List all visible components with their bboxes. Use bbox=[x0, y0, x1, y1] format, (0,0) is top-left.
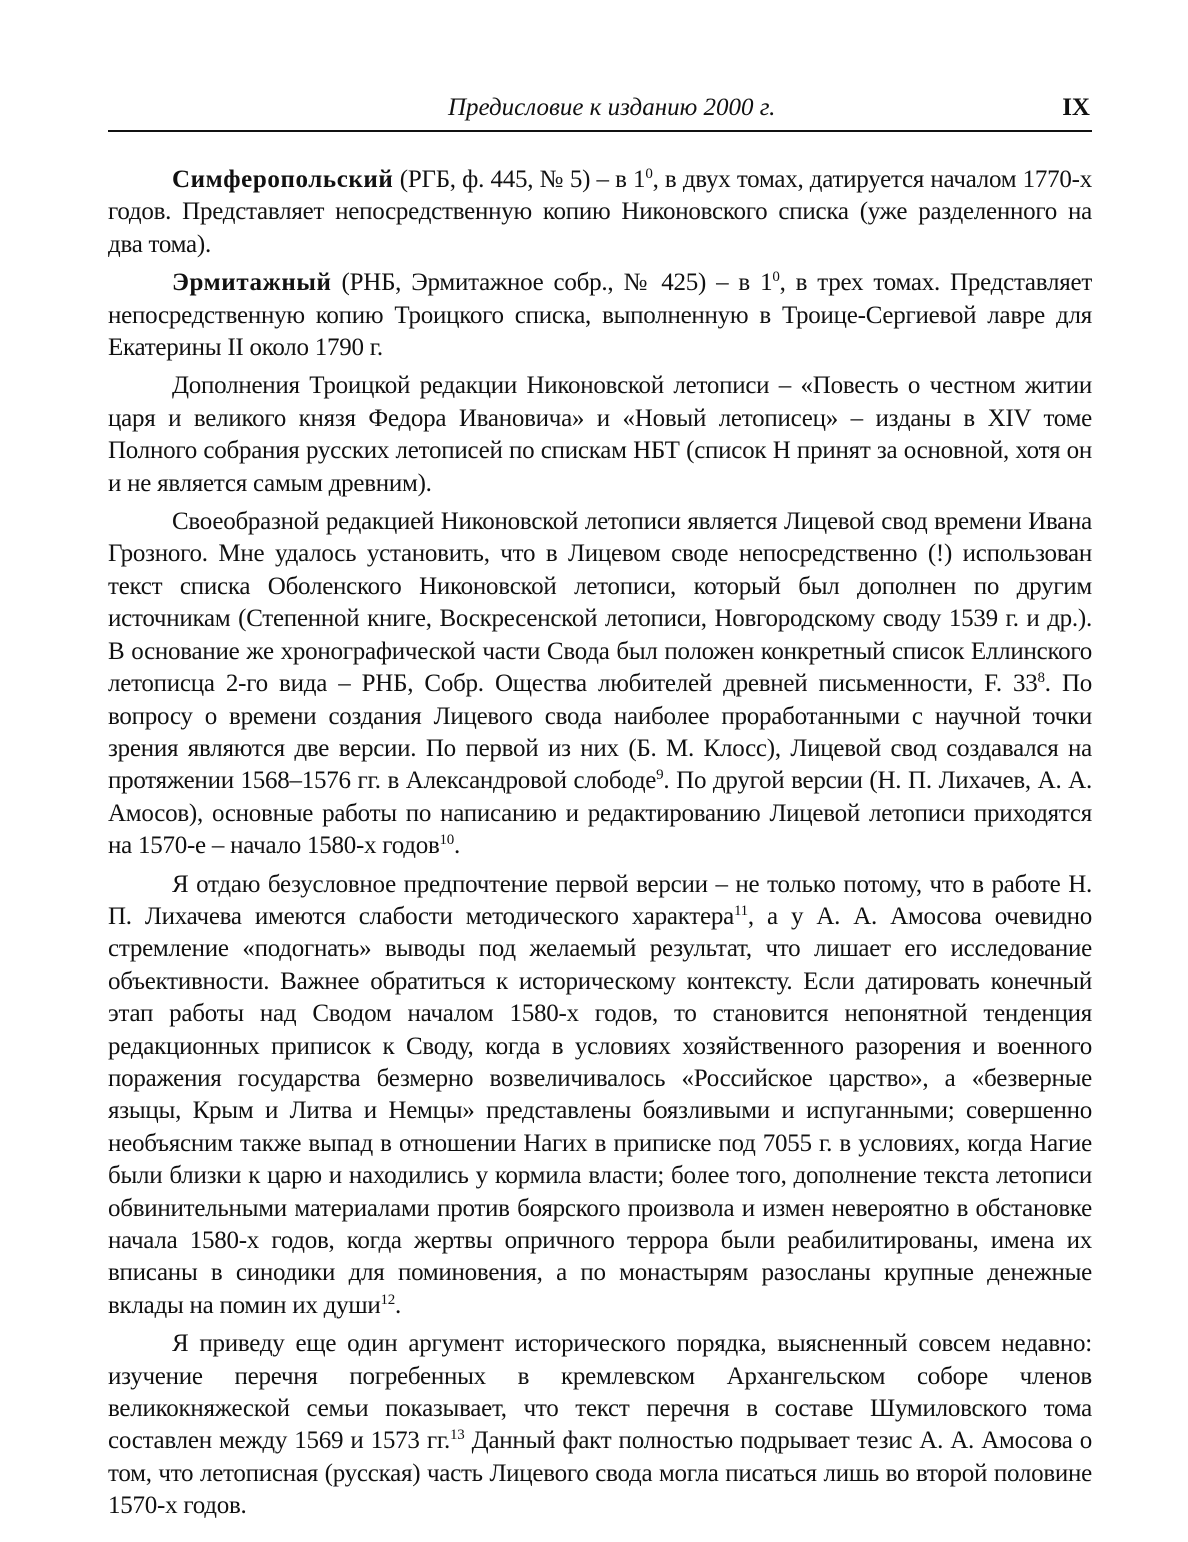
text-run: , в трех томах. Представляет непосредственную копию Троицкого списка, выполненную в Троице-Сергиевой лавре для Екатерины II около 1790 г. bbox=[108, 269, 1092, 362]
footnote-ref: 13 bbox=[450, 1427, 465, 1444]
body-text bbox=[108, 164, 1092, 1529]
header-rule bbox=[108, 130, 1092, 132]
text-run: Своеобразной редакцией Никоновской летописи является Лицевой свод времени Ивана Грозного. Мне удалось установить, что в Лицевом своде непосредственно (!) использован текст списка Оболенского Никоновской летописи, который был дополнен по другим источникам (Степенной книге, Воскресенской летописи, Новгородскому своду 1539 г. и др.). В основание же хронографической части Свода был положен конкретный список Еллинского летописца 2-го вида – РНБ, Собр. Ощества любителей древней письменности, F. 33 bbox=[108, 508, 1092, 698]
text-run: Я отдаю безусловное предпочтение первой версии – не только потому, что в работе Н. П. Лихачева имеются слабости методического характера bbox=[108, 870, 1092, 930]
paragraph-hermitage bbox=[108, 267, 1092, 364]
footnote-ref: 9 bbox=[656, 767, 664, 784]
text-run: . По вопросу о времени создания Лицевого свода наиболее проработанными с научной точки зрения являются две версии. По первой из них (Б. М. Клосс), Лицевой свод создавался на протяжении 1568–1576 гг. в Александровой слободе bbox=[108, 670, 1092, 795]
text-run: Дополнения Троицкой редакции Никоновской летописи – «Повесть о честном житии царя и великого князя Федора Ивановича» и «Новый летописец» – изданы в XIV томе Полного собрания русских летописей по спискам НБТ (список Н принят за основной, хотя он и не является самым древним). bbox=[108, 372, 1092, 497]
entry-term: Симферопольский bbox=[172, 166, 394, 193]
text-run: , а у А. А. Амосова очевидно стремление «подогнать» выводы под желаемый результат, что лишает его исследование объективности. Важнее обратиться к историческому контексту. Если датировать конечный этап работы над Сводом началом 1580-х годов, то становится непонятной тенденция редакционных приписок к Своду, когда в условиях хозяйственного разорения и военного поражения государства безмерно возвеличивалось «Российское царство», а «безверные языцы, Крым и Литва и Немцы» представлены боязливыми и испуганными; совершенно необъясним также выпад в отношении Нагих в приписке под 7055 г. в условиях, когда Нагие были близки к царю и находились у кормила власти; более того, дополнение текста летописи обвинительными материалами против боярского произвола и измен невероятно в обстановке начала 1580-х годов, когда жертвы опричного террора были реабилитированы, имена их вписаны в синодики для поминовения, а по монастырям разосланы крупные денежные вклады на помин их души bbox=[108, 902, 1092, 1319]
paragraph-trinity-additions bbox=[108, 370, 1092, 500]
running-title: Предисловие к изданию 2000 г. bbox=[448, 94, 776, 121]
footnote-ref: 10 bbox=[439, 832, 454, 849]
footnote-ref: 0 bbox=[645, 166, 653, 182]
text-run: (РНБ, Эрмитажное собр., № 425) – в 1 bbox=[331, 269, 773, 297]
footnote-ref: 0 bbox=[772, 269, 780, 286]
paragraph-simferopol bbox=[108, 164, 1092, 261]
entry-term: Эрмитажный bbox=[172, 269, 332, 297]
text-run: . bbox=[394, 1291, 401, 1319]
paragraph-archangel-cathedral bbox=[108, 1328, 1092, 1522]
footnote-ref: 12 bbox=[380, 1291, 395, 1308]
text-run: Данный факт полностью подрывает тезис А. А. Амосова о том, что летописная (русская) часть Лицевого свода могла писаться лишь во второй половине 1570-х годов. bbox=[108, 1427, 1093, 1520]
footnote-ref: 8 bbox=[1037, 670, 1045, 687]
running-head bbox=[108, 90, 1092, 130]
footnote-ref: 11 bbox=[733, 902, 748, 919]
text-run: . По другой версии (Н. П. Лихачев, А. А. Амосов), основные работы по написанию и редактированию Лицевой летописи приходятся на 1570-е – начало 1580-х годов bbox=[108, 767, 1092, 860]
text-run: (РГБ, ф. 445, № 5) – в 1 bbox=[393, 166, 646, 193]
text-run: Я приведу еще один аргумент исторического порядка, выясненный совсем недавно: изучение перечня погребенных в кремлевском Архангельском соборе членов великокняжеской семьи показывает, что текст перечня в составе Шумиловского тома составлен между 1569 и 1573 гг. bbox=[108, 1330, 1092, 1455]
text-run: . bbox=[454, 832, 460, 860]
page-number: IX bbox=[1062, 94, 1090, 121]
text-run: , в двух томах, датируется началом 1770-х годов. Представляет непосредственную копию Никоновского списка (уже разделенного на два тома). bbox=[108, 166, 1093, 258]
paragraph-illustrated-chronicle bbox=[108, 506, 1092, 862]
paragraph-dating-argument bbox=[108, 869, 1092, 1323]
